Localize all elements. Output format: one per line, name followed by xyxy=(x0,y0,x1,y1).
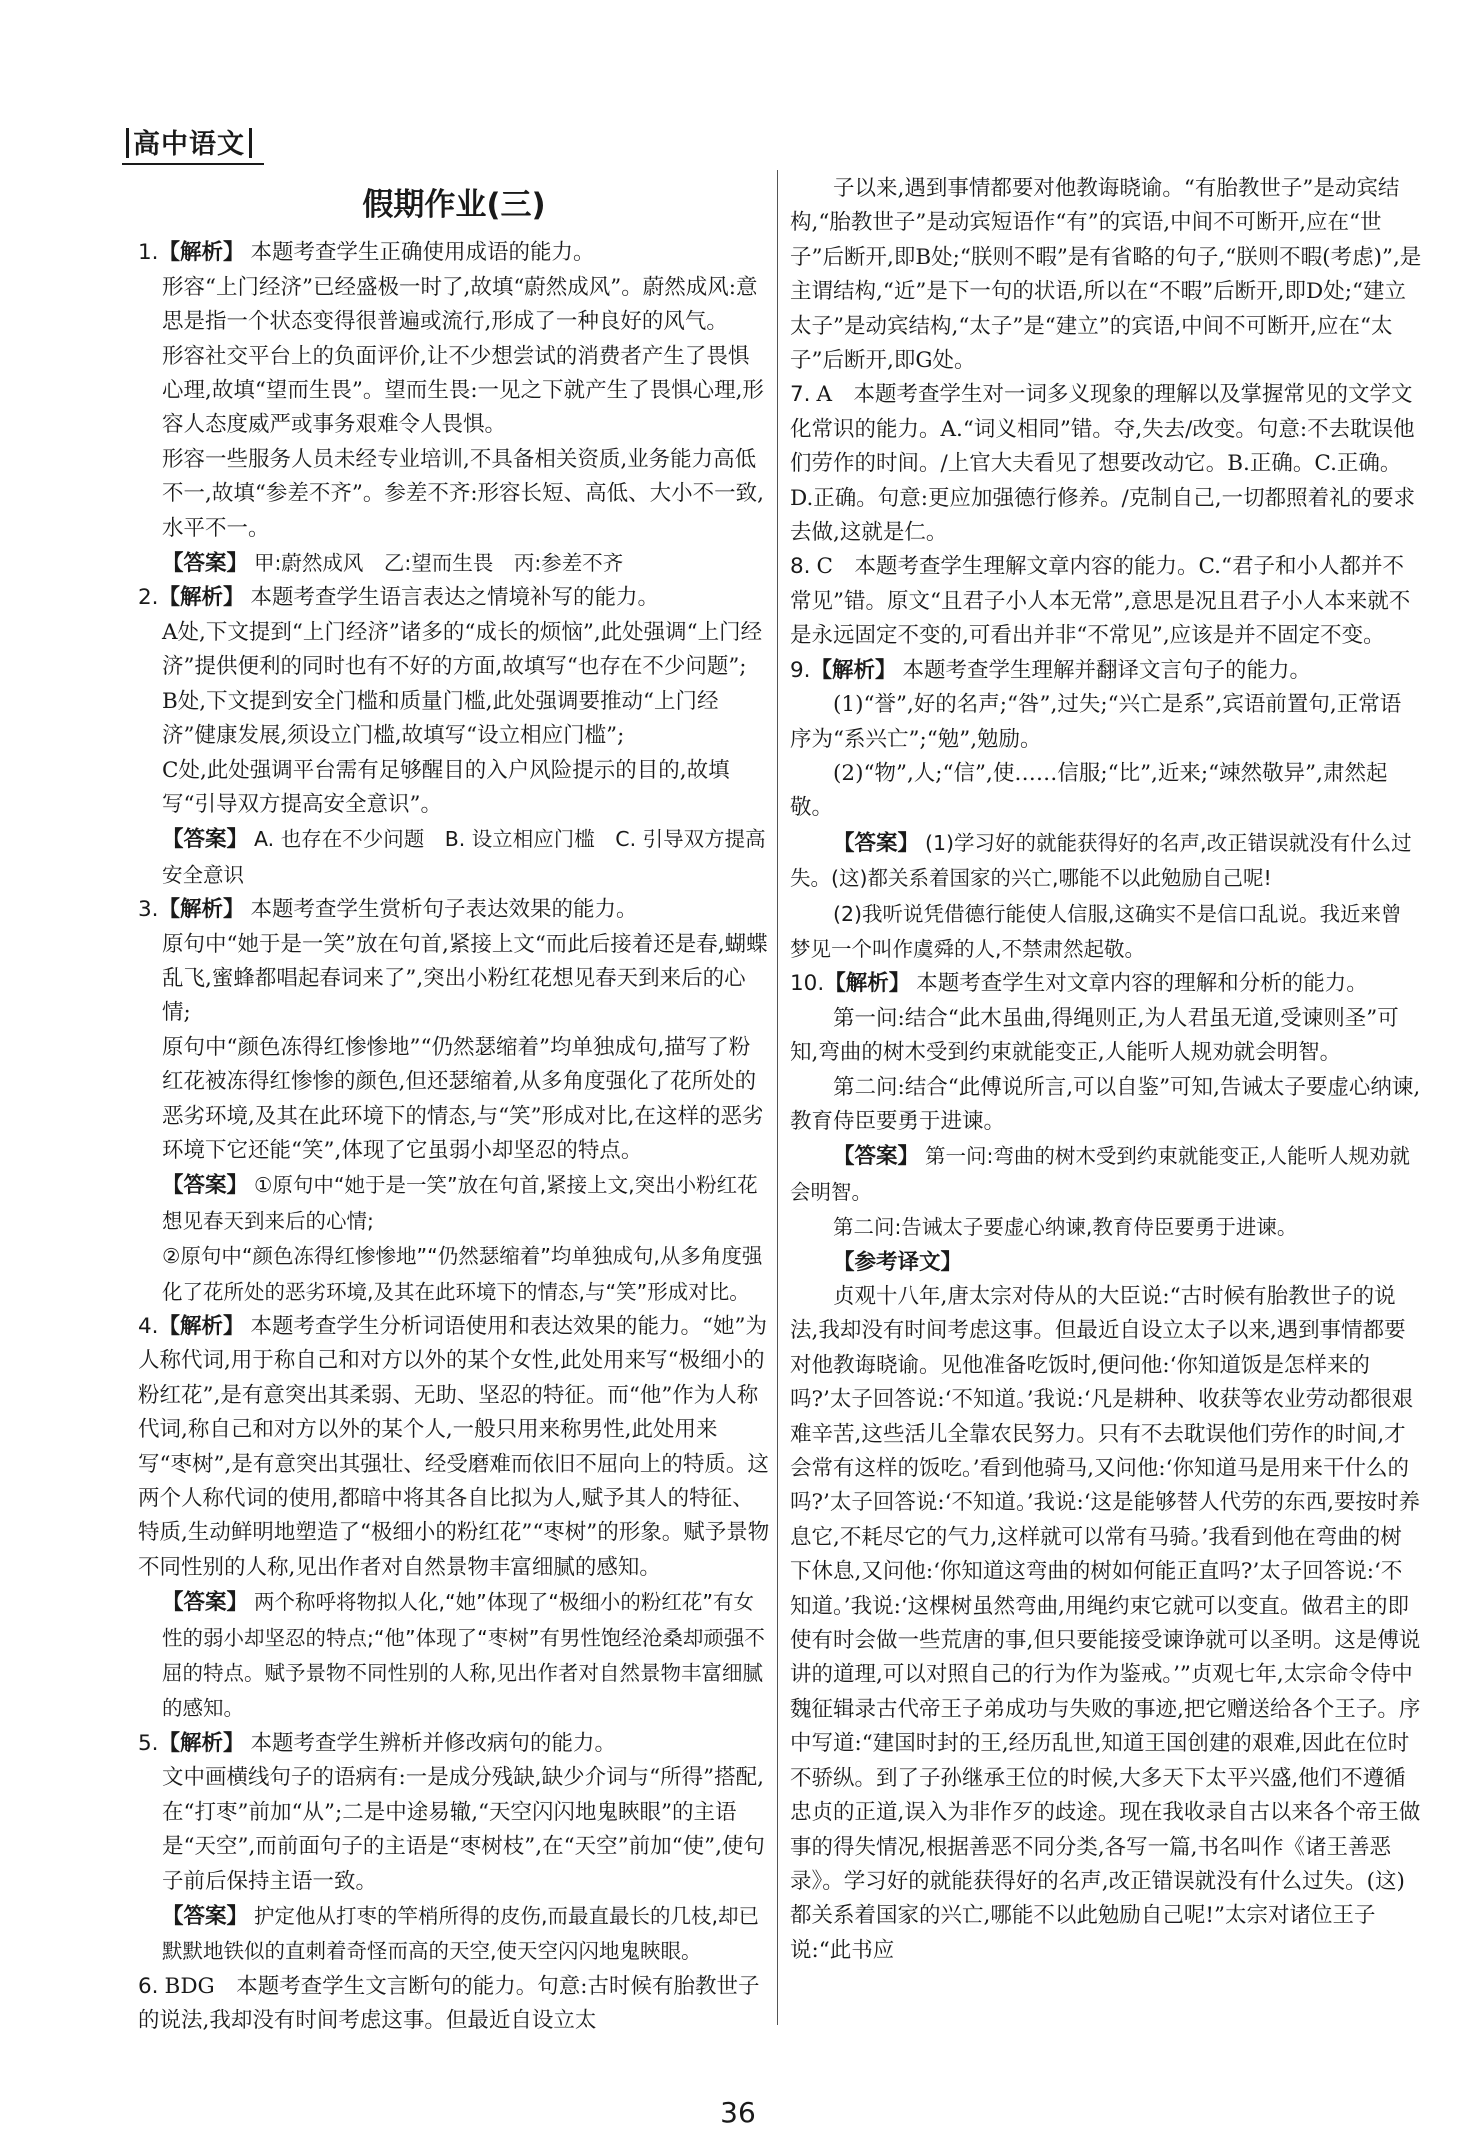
section-tag: 【答案】 xyxy=(162,1173,249,1199)
section-tag: 【答案】 xyxy=(162,827,249,853)
answer-text: 甲:蔚然成风 乙:望而生畏 丙:参差不齐 xyxy=(254,551,624,576)
question-item xyxy=(138,893,770,927)
column-divider xyxy=(777,170,778,2025)
section-tag: 【解析】 xyxy=(158,240,245,266)
section-tag: 【答案】 xyxy=(833,1144,920,1170)
answer-text: ②原句中“颜色冻得红惨惨地”“仍然瑟缩着”均单独成句,从多角度强化了花所处的恶劣环境,及其在此环境下的情态,与“笑”形成对比。 xyxy=(162,1244,763,1304)
body-text: 形容一些服务人员未经专业培训,不具备相关资质,业务能力高低不一,故填“参差不齐”。参差不齐:形容长短、高低、大小不一致,水平不一。 xyxy=(162,446,764,541)
right-column-content xyxy=(790,172,1422,1968)
translation-paragraph xyxy=(790,1280,1422,1968)
section-tag: 【答案】 xyxy=(162,1903,249,1929)
answer-text: 第一问:弯曲的树木受到约束就能变正,人能听人规劝就会明智。 xyxy=(790,1144,1410,1204)
question-item xyxy=(790,654,1422,688)
page-title: 假期作业(三) xyxy=(362,187,546,223)
section-tag: 【解析】 xyxy=(158,585,245,611)
explanation-paragraph xyxy=(790,757,1422,826)
question-number: 3. xyxy=(138,897,159,923)
body-text: A 本题考查学生对一词多义现象的理解以及掌握常见的文学文化常识的能力。A.“词义相同”错。夺,失去/改变。句意:不去耽误他们劳作的时间。/上官大夫看见了想要改动它。B.正确。C.正确。D.正确。句意:更应加强德行修养。/克制自己,一切都照着礼的要求去做,这就是仁。 xyxy=(790,382,1416,546)
answer-block xyxy=(138,1899,770,1970)
section-tag: 【解析】 xyxy=(810,657,897,683)
question-item xyxy=(138,236,770,270)
section-tag: 【解析】 xyxy=(824,971,911,997)
section-tag: 【解析】 xyxy=(158,1730,245,1756)
section-tag: 【答案】 xyxy=(162,1590,249,1616)
answer-text: (1)学习好的就能获得好的名声,改正错误就没有什么过失。(这)都关系着国家的兴亡,哪能不以此勉励自己呢! xyxy=(790,830,1412,891)
body-text: 本题考查学生正确使用成语的能力。 xyxy=(250,240,595,266)
body-text: 文中画横线句子的语病有:一是成分残缺,缺少介词与“所得”搭配,在“打枣”前加“从”;二是中途易辙,“天空闪闪地鬼䀹眼”的主语是“天空”,而前面句子的主语是“枣树枝”,在“天空”前加“使”,使句子前后保持主语一致。 xyxy=(162,1765,765,1894)
explanation-paragraph xyxy=(790,897,1422,968)
answer-block xyxy=(138,1168,770,1239)
answer-block xyxy=(138,546,770,581)
explanation-paragraph xyxy=(138,271,770,340)
page-number: 36 xyxy=(720,2096,756,2129)
question-number: 10. xyxy=(790,971,825,997)
question-number: 7. xyxy=(790,382,811,408)
header-bar-left xyxy=(126,128,129,158)
explanation-paragraph xyxy=(138,1761,770,1899)
question-item xyxy=(138,581,770,615)
answer-block xyxy=(790,1246,1422,1280)
explanation-paragraph xyxy=(790,172,1422,378)
question-number: 1. xyxy=(138,240,159,266)
header-bar-right xyxy=(249,128,252,158)
body-text: B处,下文提到安全门槛和质量门槛,此处强调要推动“上门经济”健康发展,须设立门槛,故填写“设立相应门槛”; xyxy=(162,688,719,749)
body-text: 形容“上门经济”已经盛极一时了,故填“蔚然成风”。蔚然成风:意思是指一个状态变得很普遍或流行,形成了一种良好的风气。 xyxy=(162,274,758,335)
answer-text: A. 也存在不少问题 B. 设立相应门槛 C. 引导双方提高安全意识 xyxy=(162,827,766,887)
explanation-paragraph xyxy=(138,443,770,546)
body-text: 原句中“颜色冻得红惨惨地”“仍然瑟缩着”均单独成句,描写了粉红花被冻得红惨惨的颜色,但还瑟缩着,从多角度强化了花所处的恶劣环境,及其在此环境下的情态,与“笑”形成对比,在这样的恶劣环境下它还能“笑”,体现了它虽弱小却坚忍的特点。 xyxy=(162,1034,764,1163)
body-text: 本题考查学生辨析并修改病句的能力。 xyxy=(250,1730,617,1756)
body-text: A处,下文提到“上门经济”诸多的“成长的烦恼”,此处强调“上门经济”提供便利的同时也有不好的方面,故填写“也存在不少问题”; xyxy=(162,619,763,680)
body-text: (1)“誉”,好的名声;“咎”,过失;“兴亡是系”,宾语前置句,正常语序为“系兴亡”;“勉”,勉励。 xyxy=(790,692,1402,752)
body-text: BDG 本题考查学生文言断句的能力。句意:古时候有胎教世子的说法,我却没有时间考虑这事。但最近自设立太 xyxy=(138,1973,760,2034)
answer-block xyxy=(790,826,1422,897)
question-number: 4. xyxy=(138,1314,159,1339)
explanation-paragraph xyxy=(138,754,770,823)
explanation-paragraph xyxy=(790,1210,1422,1245)
body-text: C处,此处强调平台需有足够醒目的入户风险提示的目的,故填写“引导双方提高安全意识”。 xyxy=(162,757,730,817)
question-number: 6. xyxy=(138,1973,159,1999)
body-text: 本题考查学生理解并翻译文言句子的能力。 xyxy=(902,657,1312,683)
body-text: 第二问:结合“此傅说所言,可以自鉴”可知,告诫太子要虚心纳谏,教育侍臣要勇于进谏。 xyxy=(790,1074,1421,1134)
subject-header xyxy=(122,122,256,161)
body-text: 本题考查学生赏析句子表达效果的能力。 xyxy=(250,897,638,923)
right-column xyxy=(790,172,1422,1968)
question-number: 5. xyxy=(138,1730,159,1756)
answer-block xyxy=(790,1139,1422,1210)
explanation-paragraph xyxy=(790,1002,1422,1071)
explanation-paragraph xyxy=(138,928,770,1031)
body-text: 子以来,遇到事情都要对他教诲晓谕。“有胎教世子”是动宾结构,“胎教世子”是动宾短语作“有”的宾语,中间不可断开,应在“世子”后断开,即B处;“朕则不暇”是有省略的句子,“朕则不暇(考虑)”,是主谓结构,“近”是下一句的状语,所以在“不暇”后断开,即D处;“建立太子”是动宾结构,“太子”是“建立”的宾语,中间不可断开,应在“太子”后断开,即G处。 xyxy=(790,176,1422,374)
body-text: 原句中“她于是一笑”放在句首,紧接上文“而此后接着还是春,蝴蝶乱飞,蜜蜂都唱起春词来了”,突出小粉红花想见春天到来后的心情; xyxy=(162,931,768,1026)
explanation-paragraph xyxy=(138,1239,770,1310)
answer-block xyxy=(138,1585,770,1727)
explanation-paragraph xyxy=(790,688,1422,757)
explanation-paragraph xyxy=(138,685,770,754)
question-item xyxy=(138,1310,770,1585)
body-text: 第一问:结合“此木虽曲,得绳则正,为人君虽无道,受谏则圣”可知,弯曲的树木受到约束就能变正,人能听人规劝就会明智。 xyxy=(790,1005,1399,1066)
section-tag: 【答案】 xyxy=(833,830,920,856)
body-text: 贞观十八年,唐太宗对侍从的大臣说:“古时候有胎教世子的说法,我却没有时间考虑这事。但最近自设立太子以来,遇到事情都要对他教诲晓谕。见他准备吃饭时,便问他:‘你知道饭是怎样来的吗?’太子回答说:‘不知道。’我说:‘凡是耕种、收获等农业劳动都很艰难辛苦,这些活儿全靠农民努力。只有不去耽误他们劳作的时间,才会常有这样的饭吃。’看到他骑马,又问他:‘你知道马是用来干什么的吗?’太子回答说:‘不知道。’我说:‘这是能够替人代劳的东西,要按时养息它,不耗尽它的气力,这样就可以常有马骑。’我看到他在弯曲的树下休息,又问他:‘你知道这弯曲的树如何能正直吗?’太子回答说:‘不知道。’我说:‘这棵树虽然弯曲,用绳约束它就可以变直。做君主的即使有时会做一些荒唐的事,但只要能接受谏诤就可以圣明。这是傅说讲的道理,可以对照自己的行为作为鉴戒。’”贞观七年,太宗命令侍中魏征辑录古代帝王子弟成功与失败的事迹,把它赠送给各个王子。序中写道:“建国时封的王,经历乱世,知道王国创建的艰难,因此在位时不骄纵。到了子孙继承王位的时候,大多天下太平兴盛,他们不遵循忠贞的正道,误入为非作歹的歧途。现在我收录自古以来各个帝王做事的得失情况,根据善恶不同分类,各写一篇,书名叫作《诸王善恶录》。学习好的就能获得好的名声,改正错误就没有什么过失。(这)都关系着国家的兴亡,哪能不以此勉励自己呢!”太宗对诸位王子说:“此书应 xyxy=(790,1284,1421,1963)
left-column xyxy=(138,178,770,2039)
body-text: C 本题考查学生理解文章内容的能力。C.“君子和小人都并不常见”错。原文“且君子小人本无常”,意思是况且君子小人本来就不是永远固定不变的,可看出并非“不常见”,应该是并不固定不变。 xyxy=(790,554,1411,649)
section-tag: 【答案】 xyxy=(162,551,249,577)
body-text: (2)“物”,人;“信”,使……信服;“比”,近来;“竦然敬异”,肃然起敬。 xyxy=(790,760,1388,821)
question-item xyxy=(138,1970,770,2039)
question-item xyxy=(790,967,1422,1001)
section-tag: 【参考译文】 xyxy=(833,1249,963,1275)
explanation-paragraph xyxy=(138,616,770,685)
answer-block xyxy=(138,822,770,893)
subject-label: 高中语文 xyxy=(133,129,245,160)
left-column-content xyxy=(138,236,770,2038)
answer-text: 第二问:告诫太子要虚心纳谏,教育侍臣要勇于进谏。 xyxy=(833,1215,1298,1240)
question-number: 9. xyxy=(790,657,811,683)
answer-text: 两个称呼将物拟人化,“她”体现了“极细小的粉红花”有女性的弱小却坚忍的特点;“他”体现了“枣树”有男性饱经沧桑却顽强不屈的特点。赋予景物不同性别的人称,见出作者对自然景物丰富细腻的感知。 xyxy=(162,1590,765,1721)
body-text: 本题考查学生对文章内容的理解和分析的能力。 xyxy=(916,971,1368,997)
answer-text: ①原句中“她于是一笑”放在句首,紧接上文,突出小粉红花想见春天到来后的心情; xyxy=(162,1173,758,1233)
header-underline xyxy=(122,163,264,165)
question-item xyxy=(790,378,1422,550)
body-text: 本题考查学生语言表达之情境补写的能力。 xyxy=(250,585,660,611)
section-tag: 【解析】 xyxy=(158,897,245,923)
section-tag: 【解析】 xyxy=(158,1314,245,1339)
answer-text: (2)我听说凭借德行能使人信服,这确实不是信口乱说。我近来曾梦见一个叫作虞舜的人,不禁肃然起敬。 xyxy=(790,901,1402,961)
explanation-paragraph xyxy=(138,340,770,443)
explanation-paragraph xyxy=(790,1071,1422,1140)
question-item xyxy=(138,1727,770,1761)
body-text: 形容社交平台上的负面评价,让不少想尝试的消费者产生了畏惧心理,故填“望而生畏”。望而生畏:一见之下就产生了畏惧心理,形容人态度威严或事务艰难令人畏惧。 xyxy=(162,343,764,438)
body-text: 本题考查学生分析词语使用和表达效果的能力。“她”为人称代词,用于称自己和对方以外的某个女性,此处用来写“极细小的粉红花”,是有意突出其柔弱、无助、坚忍的特征。而“他”作为人称代词,称自己和对方以外的某个人,一般只用来称男性,此处用来写“枣树”,是有意突出其强壮、经受磨难而依旧不屈向上的特质。这两个人称代词的使用,都暗中将其各自比拟为人,赋予其人的特征、特质,生动鲜明地塑造了“极细小的粉红花”“枣树”的形象。赋予景物不同性别的人称,见出作者对自然景物丰富细腻的感知。 xyxy=(138,1314,770,1580)
question-number: 8. xyxy=(790,554,811,580)
answer-text: 护定他从打枣的竿梢所得的皮伤,而最直最长的几枝,却已默默地铁似的直刺着奇怪而高的天空,使天空闪闪地鬼䀹眼。 xyxy=(162,1903,760,1964)
explanation-paragraph xyxy=(138,1031,770,1169)
question-item xyxy=(790,550,1422,653)
question-number: 2. xyxy=(138,585,159,611)
